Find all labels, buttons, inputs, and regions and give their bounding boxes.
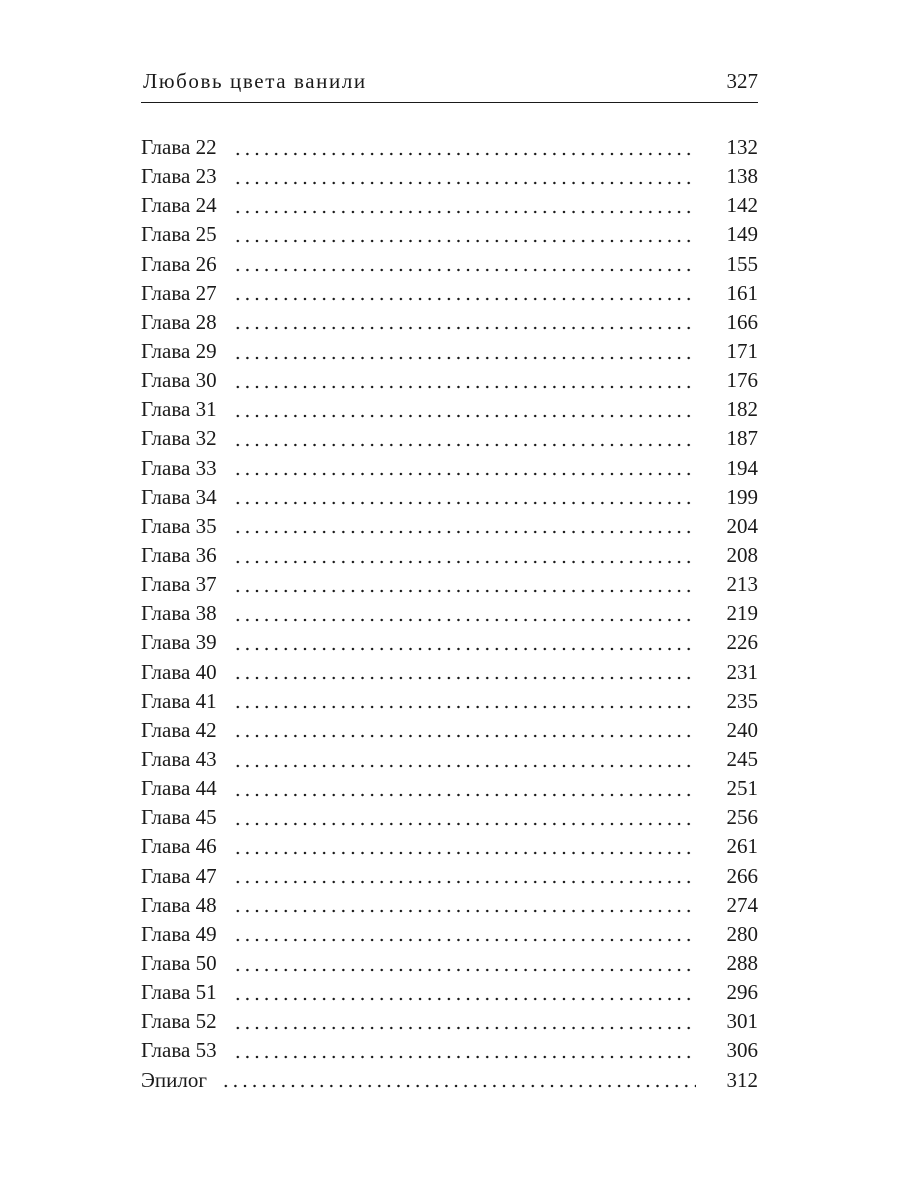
toc-entry bbox=[141, 745, 758, 774]
toc-entry bbox=[141, 803, 758, 832]
toc-entry-label: Глава 52 bbox=[141, 1009, 217, 1034]
dot-leader bbox=[233, 705, 696, 709]
dot-leader bbox=[233, 385, 696, 389]
toc-entry-label: Глава 39 bbox=[141, 630, 217, 655]
dot-leader bbox=[233, 589, 696, 593]
toc-entry-page: 199 bbox=[726, 484, 758, 509]
dot-leader bbox=[233, 560, 696, 564]
toc-entry-label: Глава 47 bbox=[141, 863, 217, 888]
dot-leader bbox=[233, 618, 696, 622]
toc-entry-label: Глава 43 bbox=[141, 747, 217, 772]
toc-entry-label: Глава 50 bbox=[141, 951, 217, 975]
toc-entry-page: 132 bbox=[726, 135, 758, 160]
toc-entry-label: Глава 26 bbox=[141, 251, 217, 276]
running-header bbox=[141, 66, 758, 103]
dot-leader bbox=[233, 356, 696, 360]
dot-leader bbox=[233, 793, 696, 797]
toc-entry-label: Глава 30 bbox=[141, 368, 217, 393]
dot-leader bbox=[233, 1055, 696, 1059]
toc-entry bbox=[141, 512, 758, 541]
toc-entry bbox=[141, 162, 758, 191]
toc-entry-label: Глава 49 bbox=[141, 921, 217, 946]
toc-entry bbox=[141, 832, 758, 861]
toc-entry bbox=[141, 279, 758, 308]
toc-entry-label: Глава 24 bbox=[141, 193, 217, 218]
toc-entry bbox=[141, 978, 758, 1007]
toc-entry bbox=[141, 250, 758, 279]
dot-leader bbox=[233, 909, 696, 913]
toc-entry-label: Глава 23 bbox=[141, 164, 217, 189]
toc-entry-page: 142 bbox=[726, 193, 758, 218]
page-number: 327 bbox=[726, 69, 758, 93]
toc-entry-label: Глава 40 bbox=[141, 659, 217, 684]
toc-entry-page: 171 bbox=[726, 339, 758, 364]
toc-entry-page: 219 bbox=[726, 601, 758, 626]
toc-entry-page: 266 bbox=[726, 863, 758, 888]
toc-entry bbox=[141, 1007, 758, 1036]
toc-entry-page: 280 bbox=[726, 921, 758, 946]
toc-entry bbox=[141, 395, 758, 424]
toc-entry bbox=[141, 658, 758, 687]
toc-entry-page: 301 bbox=[726, 1009, 758, 1034]
dot-leader bbox=[233, 268, 696, 272]
toc-entry bbox=[141, 687, 758, 716]
dot-leader bbox=[233, 1026, 696, 1030]
dot-leader bbox=[233, 968, 696, 972]
book-title: Любовь цвета ванили bbox=[143, 69, 367, 93]
dot-leader bbox=[233, 414, 696, 418]
toc-entry-page: 194 bbox=[726, 455, 758, 480]
toc-entry-label: Глава 51 bbox=[141, 980, 217, 1005]
toc-entry-label: Глава 33 bbox=[141, 455, 217, 480]
toc-entry-page: 149 bbox=[726, 222, 758, 247]
dot-leader bbox=[233, 210, 696, 214]
dot-leader bbox=[233, 647, 696, 651]
toc-entry bbox=[141, 220, 758, 249]
toc-entry bbox=[141, 483, 758, 512]
toc-entry bbox=[141, 599, 758, 628]
toc-entry-label: Эпилог bbox=[141, 1067, 207, 1092]
toc-entry-page: 245 bbox=[726, 747, 758, 772]
dot-leader bbox=[233, 530, 696, 534]
dot-leader bbox=[233, 472, 696, 476]
toc-entry-label: Глава 37 bbox=[141, 572, 217, 597]
toc-entry-label: Глава 45 bbox=[141, 805, 217, 830]
dot-leader bbox=[233, 822, 696, 826]
toc-entry bbox=[141, 424, 758, 453]
toc-entry-page: 235 bbox=[726, 688, 758, 713]
toc-entry bbox=[141, 716, 758, 745]
toc-entry-page: 161 bbox=[726, 280, 758, 305]
toc-entry-label: Глава 35 bbox=[141, 513, 217, 538]
toc-entry-page: 204 bbox=[726, 513, 758, 538]
dot-leader bbox=[233, 443, 696, 447]
toc-entry-page: 288 bbox=[726, 951, 758, 975]
toc-entry bbox=[141, 308, 758, 337]
toc-entry-page: 306 bbox=[726, 1038, 758, 1063]
toc-entry-page: 166 bbox=[726, 309, 758, 334]
dot-leader bbox=[233, 880, 696, 884]
toc-entry bbox=[141, 337, 758, 366]
toc-entry-label: Глава 34 bbox=[141, 484, 217, 509]
toc-entry-label: Глава 28 bbox=[141, 309, 217, 334]
dot-leader bbox=[233, 997, 696, 1001]
toc-entry bbox=[141, 133, 758, 162]
toc-entry bbox=[141, 1036, 758, 1065]
toc-entry-label: Глава 25 bbox=[141, 222, 217, 247]
dot-leader bbox=[233, 734, 696, 738]
toc-entry-label: Глава 44 bbox=[141, 776, 217, 801]
dot-leader bbox=[233, 501, 696, 505]
toc-entry bbox=[141, 454, 758, 483]
toc-entry-page: 251 bbox=[726, 776, 758, 801]
dot-leader bbox=[233, 851, 696, 855]
toc-entry-page: 176 bbox=[726, 368, 758, 393]
toc-entry-epilogue bbox=[141, 1066, 758, 1095]
toc-entry bbox=[141, 891, 758, 920]
toc-entry-page: 261 bbox=[726, 834, 758, 859]
toc-entry-label: Глава 48 bbox=[141, 892, 217, 917]
toc-entry bbox=[141, 628, 758, 657]
toc-entry-page: 226 bbox=[726, 630, 758, 655]
toc-entry-page: 182 bbox=[726, 397, 758, 422]
dot-leader bbox=[233, 764, 696, 768]
toc-entry-page: 208 bbox=[726, 543, 758, 568]
toc-entry-label: Глава 36 bbox=[141, 543, 217, 568]
dot-leader bbox=[233, 152, 696, 156]
toc-entry-page: 296 bbox=[726, 980, 758, 1005]
dot-leader bbox=[233, 326, 696, 330]
toc-entry bbox=[141, 570, 758, 599]
toc-entry-label: Глава 46 bbox=[141, 834, 217, 859]
toc-entry-label: Глава 38 bbox=[141, 601, 217, 626]
dot-leader bbox=[233, 297, 696, 301]
toc-entry bbox=[141, 366, 758, 395]
toc-entry-label: Глава 42 bbox=[141, 717, 217, 742]
toc-entry-label: Глава 29 bbox=[141, 339, 217, 364]
toc-entry-page: 138 bbox=[726, 164, 758, 189]
toc-entry-page: 274 bbox=[726, 892, 758, 917]
toc-entry-label: Глава 53 bbox=[141, 1038, 217, 1063]
dot-leader bbox=[233, 938, 696, 942]
table-of-contents bbox=[141, 133, 758, 1095]
toc-entry-page: 256 bbox=[726, 805, 758, 830]
toc-entry bbox=[141, 920, 758, 949]
dot-leader bbox=[233, 181, 696, 185]
toc-entry-page: 231 bbox=[726, 659, 758, 684]
toc-entry-page: 187 bbox=[726, 426, 758, 451]
toc-entry-label: Глава 27 bbox=[141, 280, 217, 305]
dot-leader bbox=[233, 239, 696, 243]
toc-entry-label: Глава 31 bbox=[141, 397, 217, 422]
toc-entry bbox=[141, 949, 758, 978]
toc-entry bbox=[141, 774, 758, 803]
dot-leader bbox=[233, 676, 696, 680]
toc-entry-label: Глава 41 bbox=[141, 688, 217, 713]
toc-entry bbox=[141, 541, 758, 570]
toc-entry-label: Глава 32 bbox=[141, 426, 217, 451]
toc-entry-page: 312 bbox=[726, 1067, 758, 1092]
dot-leader bbox=[221, 1084, 696, 1088]
toc-entry bbox=[141, 862, 758, 891]
toc-entry-page: 213 bbox=[726, 572, 758, 597]
toc-entry-label: Глава 22 bbox=[141, 135, 217, 160]
toc-entry bbox=[141, 191, 758, 220]
toc-entry-page: 240 bbox=[726, 717, 758, 742]
toc-entry-page: 155 bbox=[726, 251, 758, 276]
